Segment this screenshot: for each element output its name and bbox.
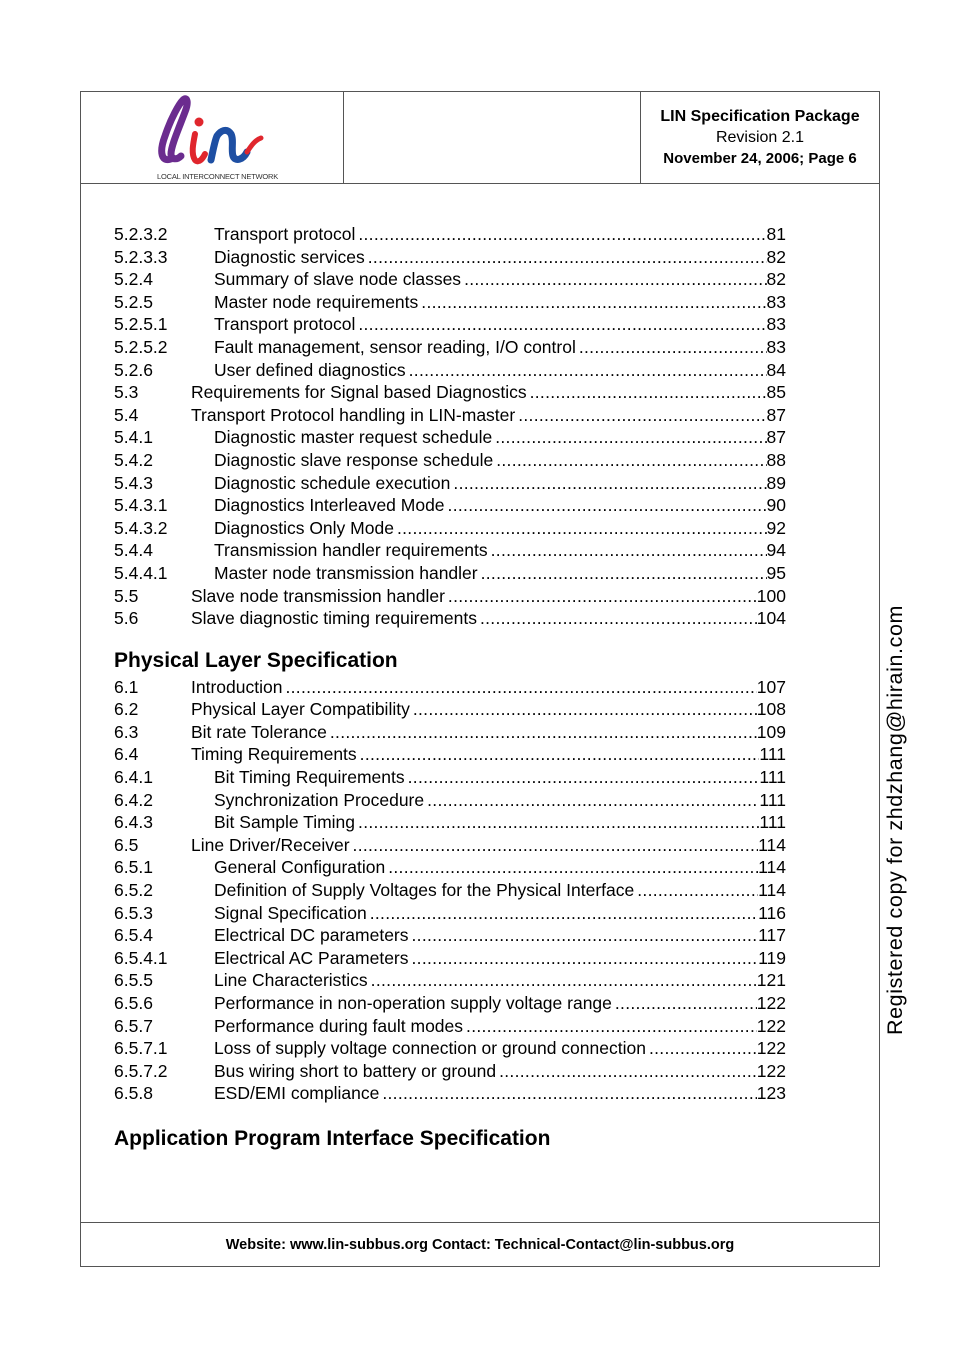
toc-leader-dots — [397, 517, 767, 540]
toc-entry[interactable] — [114, 811, 786, 834]
toc-leader-dots — [448, 494, 767, 517]
lin-logo-icon — [151, 94, 281, 174]
toc-leader-dots — [408, 766, 760, 789]
toc-entry[interactable] — [114, 607, 786, 630]
toc-entry-title: Loss of supply voltage connection or ground connection — [214, 1038, 646, 1059]
toc-entry-title: Synchronization Procedure — [214, 789, 425, 810]
toc-entry-number: 5.4 — [114, 404, 139, 425]
toc-entry[interactable] — [114, 1082, 786, 1105]
toc-entry[interactable] — [114, 676, 786, 699]
logo-caption: LOCAL INTERCONNECT NETWORK — [157, 172, 279, 181]
toc-entry-number: 5.2.6 — [114, 359, 153, 380]
toc-entry-title: Line Driver/Receiver — [191, 834, 350, 855]
toc-entry-title: Transmission handler requirements — [214, 540, 488, 561]
toc-entry-page: 114 — [758, 880, 786, 901]
toc-entry-number: 6.5.7.1 — [114, 1038, 168, 1059]
toc-entry[interactable] — [114, 992, 786, 1015]
toc-entry-number: 6.5.1 — [114, 857, 153, 878]
toc-entry-number: 5.2.3.3 — [114, 246, 168, 267]
toc-entry[interactable] — [114, 472, 786, 495]
toc-entry-page: 81 — [766, 224, 786, 244]
date-page: November 24, 2006; Page 6 — [663, 150, 857, 167]
logo-cell — [81, 92, 344, 183]
toc-entry-number: 6.4.2 — [114, 789, 153, 810]
toc-leader-dots — [518, 404, 766, 427]
toc-entry-page: 114 — [758, 857, 786, 878]
toc-leader-dots — [637, 879, 758, 902]
toc-entry-number: 5.6 — [114, 608, 139, 629]
toc-entry[interactable] — [114, 856, 786, 879]
toc-entry-number: 5.2.5.1 — [114, 314, 168, 335]
toc-entry-page: 122 — [756, 1015, 786, 1036]
toc-entry-page: 87 — [766, 404, 786, 425]
toc-entry-page: 82 — [766, 269, 786, 290]
section-heading-api: Application Program Interface Specification — [114, 1126, 551, 1150]
toc-entry[interactable] — [114, 1015, 786, 1038]
toc-entry-page: 121 — [756, 970, 786, 991]
toc-leader-dots — [421, 291, 766, 314]
toc-entry-title: ESD/EMI compliance — [214, 1083, 380, 1104]
toc-entry[interactable] — [114, 585, 786, 608]
toc-entry-page: 85 — [766, 382, 786, 403]
toc-entry[interactable] — [114, 766, 786, 789]
toc-entry-page: 114 — [758, 834, 786, 855]
header-empty-cell — [344, 92, 641, 183]
toc-entry-number: 5.4.2 — [114, 449, 153, 470]
toc-entry[interactable] — [114, 539, 786, 562]
toc-leader-dots — [412, 924, 759, 947]
toc-entry-title: General Configuration — [214, 857, 386, 878]
toc-leader-dots — [499, 1060, 757, 1083]
toc-entry-page: 88 — [766, 449, 786, 470]
toc-entry-title: Transport Protocol handling in LIN-master — [191, 404, 516, 425]
toc-entry[interactable] — [114, 1060, 786, 1083]
toc-entry-page: 122 — [756, 993, 786, 1013]
toc-leader-dots — [491, 539, 767, 562]
toc-entry-title: Requirements for Signal based Diagnostics — [191, 382, 527, 403]
toc-section-5 — [114, 223, 786, 630]
toc-entry-number: 6.1 — [114, 676, 139, 697]
toc-leader-dots — [427, 789, 759, 812]
toc-entry[interactable] — [114, 517, 786, 540]
toc-entry-title: User defined diagnostics — [214, 359, 406, 380]
toc-entry-title: Electrical DC parameters — [214, 925, 409, 946]
toc-entry-page: 95 — [766, 562, 786, 583]
toc-leader-dots — [579, 336, 767, 359]
toc-entry-number: 6.5.8 — [114, 1083, 153, 1104]
toc-entry-number: 6.5.6 — [114, 993, 153, 1013]
toc-entry-number: 6.5.2 — [114, 880, 153, 901]
toc-entry-page: 82 — [766, 246, 786, 267]
toc-entry-number: 6.5.3 — [114, 902, 153, 923]
toc-entry-title: Diagnostic slave response schedule — [214, 449, 494, 470]
toc-entry[interactable] — [114, 902, 786, 925]
toc-entry-title: Diagnostic master request schedule — [214, 427, 493, 448]
toc-entry-title: Bus wiring short to battery or ground — [214, 1060, 497, 1081]
toc-entry-title: Timing Requirements — [191, 744, 357, 765]
toc-leader-dots — [448, 585, 757, 608]
toc-leader-dots — [649, 1037, 757, 1060]
toc-entry-title: Diagnostics Only Mode — [214, 517, 394, 538]
toc-entry[interactable] — [114, 969, 786, 992]
toc-leader-dots — [285, 676, 756, 699]
toc-entry[interactable] — [114, 721, 786, 744]
toc-entry-page: 111 — [759, 812, 786, 833]
registered-copy-note: Registered copy for zhdzhang@hirain.com — [883, 604, 907, 1035]
toc-entry[interactable] — [114, 359, 786, 382]
toc-leader-dots — [371, 969, 757, 992]
toc-leader-dots — [370, 902, 758, 925]
toc-entry-page: 83 — [766, 336, 786, 357]
toc-entry-number: 6.5 — [114, 834, 139, 855]
toc-entry-number: 6.4.1 — [114, 767, 153, 788]
toc-entry-number: 6.5.4 — [114, 925, 153, 946]
toc-entry-number: 6.3 — [114, 721, 139, 742]
toc-entry[interactable] — [114, 268, 786, 291]
page-header — [81, 92, 879, 184]
toc-entry-page: 108 — [756, 699, 786, 720]
toc-entry-number: 5.2.5 — [114, 291, 153, 312]
toc-entry-title: Bit Timing Requirements — [214, 767, 405, 788]
toc-entry-page: 83 — [766, 291, 786, 312]
toc-entry-title: Diagnostic schedule execution — [214, 472, 451, 493]
toc-entry-number: 6.5.5 — [114, 970, 153, 991]
toc-entry-title: Performance during fault modes — [214, 1015, 464, 1036]
toc-entry-page: 111 — [759, 789, 786, 810]
toc-entry-page: 92 — [766, 517, 786, 538]
toc-entry-page: 111 — [759, 767, 786, 788]
toc-entry-number: 6.4 — [114, 744, 139, 765]
toc-entry[interactable] — [114, 879, 786, 902]
toc-entry[interactable] — [114, 381, 786, 404]
toc-entry-page: 116 — [758, 902, 786, 923]
toc-entry-page: 90 — [766, 495, 786, 516]
toc-entry-number: 5.4.1 — [114, 427, 153, 448]
toc-entry[interactable] — [114, 924, 786, 947]
toc-leader-dots — [368, 246, 767, 269]
toc-entry-page: 122 — [756, 1060, 786, 1081]
toc-entry-title: Slave diagnostic timing requirements — [191, 608, 477, 629]
toc-entry-page: 117 — [758, 925, 786, 946]
toc-leader-dots — [466, 1015, 757, 1038]
toc-leader-dots — [413, 698, 757, 721]
toc-entry[interactable] — [114, 743, 786, 766]
toc-leader-dots — [358, 811, 759, 834]
toc-entry-title: Slave node transmission handler — [191, 585, 445, 606]
toc-entry[interactable] — [114, 789, 786, 812]
toc-entry-page: 104 — [756, 608, 786, 629]
toc-entry-number: 5.4.3.2 — [114, 517, 168, 538]
toc-leader-dots — [615, 992, 757, 1015]
toc-entry-title: Summary of slave node classes — [214, 269, 462, 290]
toc-leader-dots — [330, 721, 757, 744]
toc-entry-page: 94 — [766, 540, 786, 561]
toc-entry-title: Diagnostics Interleaved Mode — [214, 495, 445, 516]
toc-entry[interactable] — [114, 404, 786, 427]
toc-entry[interactable] — [114, 947, 786, 970]
toc-entry-number: 5.2.3.2 — [114, 224, 168, 244]
toc-entry-title: Definition of Supply Voltages for the Physical Interface — [214, 880, 635, 901]
toc-entry-title: Introduction — [191, 676, 283, 697]
section-heading-physical: Physical Layer Specification — [114, 648, 398, 672]
toc-entry-number: 5.3 — [114, 382, 139, 403]
toc-entry[interactable] — [114, 834, 786, 857]
toc-leader-dots — [388, 856, 758, 879]
toc-entry-number: 6.4.3 — [114, 812, 153, 833]
toc-entry-number: 5.2.5.2 — [114, 336, 168, 357]
toc-entry-page: 109 — [756, 721, 786, 742]
toc-entry[interactable] — [114, 1037, 786, 1060]
toc-entry[interactable] — [114, 291, 786, 314]
toc-leader-dots — [464, 268, 766, 291]
toc-leader-dots — [453, 472, 766, 495]
toc-entry[interactable] — [114, 426, 786, 449]
toc-entry[interactable] — [114, 336, 786, 359]
toc-section-6 — [114, 676, 786, 1105]
toc-entry-title: Transport protocol — [214, 224, 356, 244]
toc-leader-dots — [360, 743, 760, 766]
page-footer: Website: www.lin-subbus.org Contact: Technical-Contact@lin-subbus.org — [81, 1222, 879, 1267]
toc-entry-page: 100 — [756, 585, 786, 606]
table-of-contents — [114, 223, 786, 1154]
toc-entry[interactable] — [114, 449, 786, 472]
toc-leader-dots — [412, 947, 759, 970]
toc-entry-number: 5.4.4.1 — [114, 562, 168, 583]
toc-entry-title: Diagnostic services — [214, 246, 365, 267]
toc-entry-title: Fault management, sensor reading, I/O control — [214, 336, 576, 357]
toc-entry-number: 6.5.7.2 — [114, 1060, 168, 1081]
revision: Revision 2.1 — [715, 129, 805, 146]
toc-entry-title: Electrical AC Parameters — [214, 947, 409, 968]
toc-leader-dots — [530, 381, 767, 404]
toc-entry-page: 87 — [766, 427, 786, 448]
toc-entry-page: 122 — [756, 1038, 786, 1059]
toc-entry-number: 6.5.4.1 — [114, 947, 168, 968]
toc-entry[interactable] — [114, 223, 786, 246]
toc-leader-dots — [409, 359, 767, 382]
toc-entry-number: 5.2.4 — [114, 269, 153, 290]
toc-entry-page: 84 — [766, 359, 786, 380]
doc-title: LIN Specification Package — [660, 108, 860, 125]
toc-entry-page: 89 — [766, 472, 786, 493]
toc-entry-number: 6.2 — [114, 699, 139, 720]
toc-entry[interactable] — [114, 313, 786, 336]
toc-entry-page: 107 — [756, 676, 786, 697]
toc-entry-title: Performance in non-operation supply voltage range — [214, 993, 612, 1013]
toc-leader-dots — [481, 562, 767, 585]
toc-entry[interactable] — [114, 246, 786, 269]
toc-entry-page: 83 — [766, 314, 786, 335]
toc-entry[interactable] — [114, 494, 786, 517]
toc-leader-dots — [358, 223, 766, 246]
toc-entry-number: 5.4.3.1 — [114, 495, 168, 516]
toc-entry-title: Physical Layer Compatibility — [191, 699, 410, 720]
header-info — [641, 92, 879, 183]
toc-entry-title: Line Characteristics — [214, 970, 368, 991]
toc-entry-title: Signal Specification — [214, 902, 367, 923]
toc-entry-number: 5.4.3 — [114, 472, 153, 493]
toc-entry[interactable] — [114, 698, 786, 721]
toc-entry[interactable] — [114, 562, 786, 585]
toc-entry-number: 5.5 — [114, 585, 139, 606]
toc-leader-dots — [353, 834, 759, 857]
toc-entry-number: 6.5.7 — [114, 1015, 153, 1036]
toc-leader-dots — [480, 607, 757, 630]
toc-entry-title: Bit Sample Timing — [214, 812, 356, 833]
toc-entry-title: Transport protocol — [214, 314, 356, 335]
toc-entry-title: Bit rate Tolerance — [191, 721, 327, 742]
toc-entry-page: 119 — [758, 947, 786, 968]
toc-entry-page: 123 — [756, 1083, 786, 1104]
toc-leader-dots — [358, 313, 766, 336]
toc-leader-dots — [382, 1082, 756, 1105]
toc-entry-number: 5.4.4 — [114, 540, 153, 561]
toc-leader-dots — [496, 449, 766, 472]
toc-entry-title: Master node requirements — [214, 291, 419, 312]
toc-leader-dots — [495, 426, 766, 449]
toc-entry-page: 111 — [759, 744, 786, 765]
toc-entry-title: Master node transmission handler — [214, 562, 478, 583]
